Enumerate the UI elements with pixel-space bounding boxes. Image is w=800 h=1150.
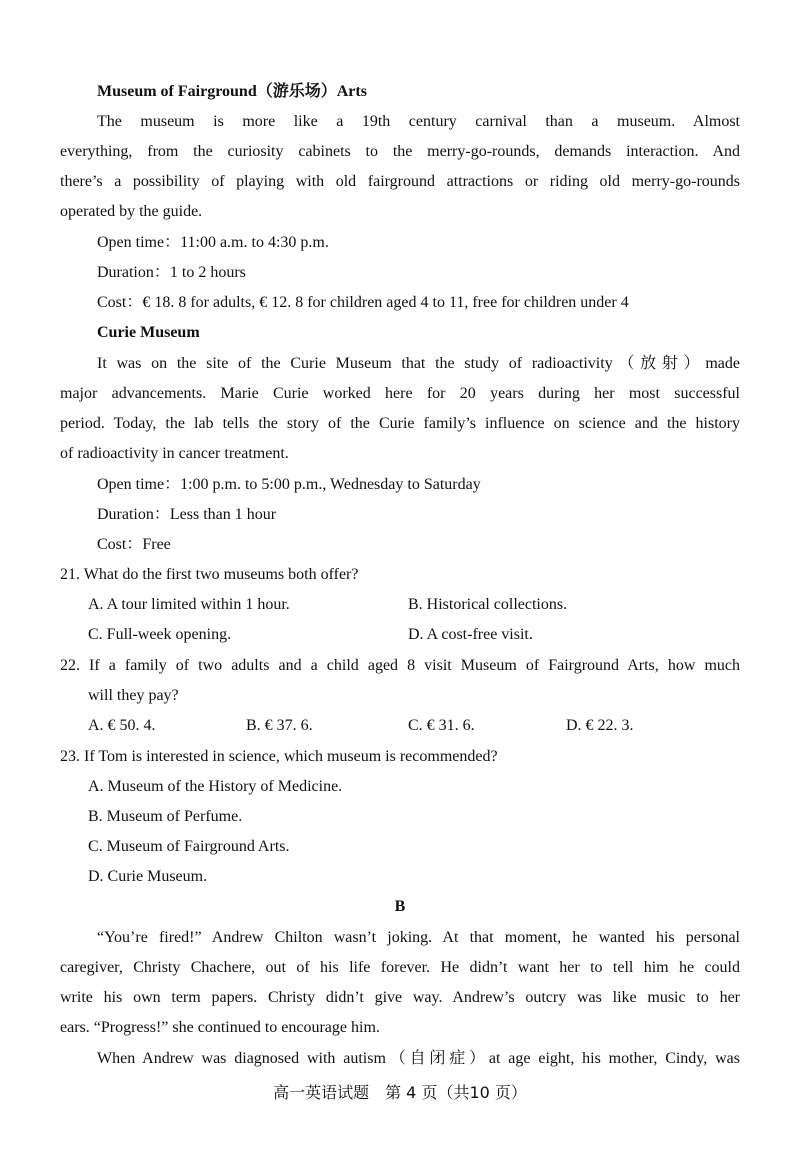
curie-text-line-1: It was on the site of the Curie Museum that the study of radioactivity（放射）made: [97, 355, 740, 372]
fairground-open-time: Open time：11:00 a.m. to 4:30 p.m.: [97, 234, 329, 251]
question-23-option-c[interactable]: C. Museum of Fairground Arts.: [88, 838, 290, 855]
question-21-option-b[interactable]: B. Historical collections.: [408, 596, 568, 613]
question-22-option-d[interactable]: D. € 22. 3.: [566, 717, 634, 734]
question-21-option-a[interactable]: A. A tour limited within 1 hour.: [88, 596, 290, 613]
section-b-line-4: ears. “Progress!” she continued to encourage him.: [60, 1019, 380, 1036]
section-b-line-2: caregiver, Christy Chachere, out of his life forever. He didn’t want her to tell him he could: [60, 959, 740, 976]
question-22-stem-line-1: 22. If a family of two adults and a child aged 8 visit Museum of Fairground Arts, how much: [60, 657, 740, 674]
section-b-heading: B: [394, 898, 406, 915]
page-footer: 高一英语试题 第 4 页（共10 页）: [273, 1083, 527, 1102]
curie-cost: Cost：Free: [97, 536, 171, 553]
curie-text-line-3: period. Today, the lab tells the story of the Curie family’s influence on science and the history: [60, 415, 740, 432]
question-22-option-b[interactable]: B. € 37. 6.: [246, 717, 313, 734]
curie-text-line-2: major advancements. Marie Curie worked here for 20 years during her most successful: [60, 385, 740, 402]
section-b-line-1: “You’re fired!” Andrew Chilton wasn’t joking. At that moment, he wanted his personal: [97, 929, 740, 946]
fairground-text-line-3: there’s a possibility of playing with old fairground attractions or riding old merry-go-rounds: [60, 173, 740, 190]
question-23-stem: 23. If Tom is interested in science, which museum is recommended?: [60, 748, 498, 765]
fairground-text-line-2: everything, from the curiosity cabinets to the merry-go-rounds, demands interaction. And: [60, 143, 740, 160]
fairground-title: Museum of Fairground（游乐场）Arts: [97, 83, 367, 100]
question-21-option-c[interactable]: C. Full-week opening.: [88, 626, 232, 643]
curie-text-line-4: of radioactivity in cancer treatment.: [60, 445, 289, 462]
question-22-stem-line-2: will they pay?: [88, 687, 179, 704]
question-23-option-d[interactable]: D. Curie Museum.: [88, 868, 208, 885]
fairground-text-line-4: operated by the guide.: [60, 203, 203, 220]
question-23-option-a[interactable]: A. Museum of the History of Medicine.: [88, 778, 343, 795]
question-23-option-b[interactable]: B. Museum of Perfume.: [88, 808, 243, 825]
curie-title: Curie Museum: [97, 324, 200, 341]
curie-duration: Duration：Less than 1 hour: [97, 506, 277, 523]
question-21-option-d[interactable]: D. A cost-free visit.: [408, 626, 533, 643]
curie-open-time: Open time：1:00 p.m. to 5:00 p.m., Wednesday to Saturday: [97, 476, 481, 493]
section-b-line-5: When Andrew was diagnosed with autism（自闭症）at age eight, his mother, Cindy, was: [97, 1050, 740, 1067]
question-22-option-a[interactable]: A. € 50. 4.: [88, 717, 156, 734]
fairground-cost: Cost：€ 18. 8 for adults, € 12. 8 for children aged 4 to 11, free for children under 4: [97, 294, 629, 311]
fairground-duration: Duration：1 to 2 hours: [97, 264, 246, 281]
section-b-line-3: write his own term papers. Christy didn’t give way. Andrew’s outcry was like music to her: [60, 989, 740, 1006]
fairground-text-line-1: The museum is more like a 19th century carnival than a museum. Almost: [97, 113, 740, 130]
question-22-option-c[interactable]: C. € 31. 6.: [408, 717, 475, 734]
question-21-stem: 21. What do the first two museums both offer?: [60, 566, 359, 583]
